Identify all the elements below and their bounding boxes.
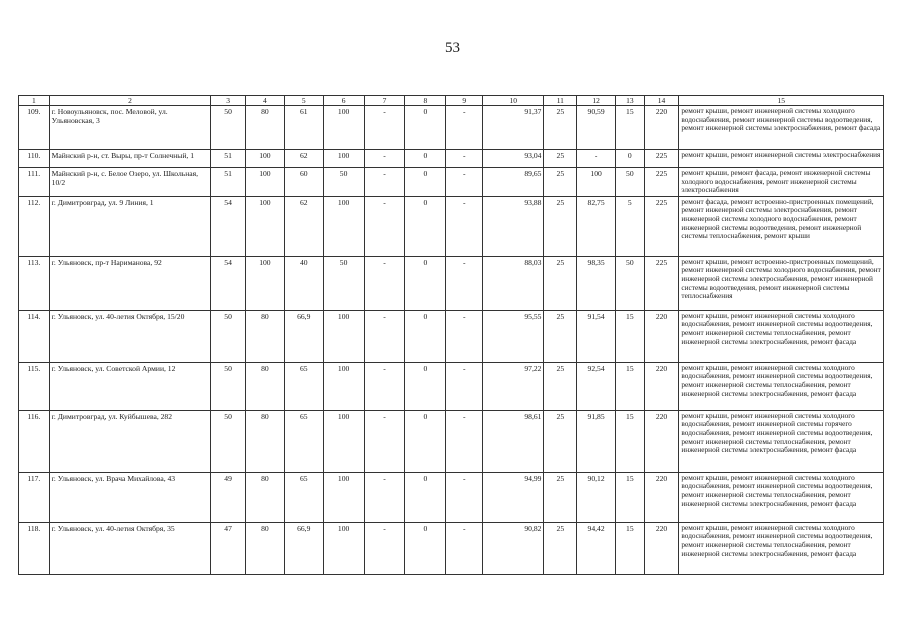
value-cell: 92,54 bbox=[577, 362, 616, 410]
value-cell: 50 bbox=[616, 256, 645, 310]
value-cell: - bbox=[364, 410, 405, 472]
value-cell: 91,85 bbox=[577, 410, 616, 472]
column-header: 10 bbox=[483, 96, 544, 106]
value-cell: 0 bbox=[405, 410, 446, 472]
address-cell: г. Ульяновск, ул. Советской Армии, 12 bbox=[49, 362, 211, 410]
value-cell: 25 bbox=[544, 522, 577, 574]
value-cell: 220 bbox=[644, 522, 679, 574]
value-cell: 0 bbox=[405, 472, 446, 522]
column-header: 3 bbox=[211, 96, 246, 106]
value-cell: 220 bbox=[644, 410, 679, 472]
value-cell: - bbox=[446, 256, 483, 310]
table-row bbox=[19, 310, 884, 362]
value-cell: 100 bbox=[245, 256, 284, 310]
value-cell: 0 bbox=[405, 256, 446, 310]
value-cell: 80 bbox=[245, 362, 284, 410]
value-cell: 15 bbox=[616, 310, 645, 362]
table-row bbox=[19, 196, 884, 256]
value-cell: 15 bbox=[616, 106, 645, 150]
value-cell: - bbox=[364, 522, 405, 574]
value-cell: - bbox=[364, 168, 405, 197]
column-header: 4 bbox=[245, 96, 284, 106]
value-cell: 51 bbox=[211, 168, 246, 197]
value-cell: - bbox=[446, 310, 483, 362]
value-cell: 80 bbox=[245, 522, 284, 574]
value-cell: 15 bbox=[616, 362, 645, 410]
value-cell: 93,04 bbox=[483, 150, 544, 168]
row-number: 117. bbox=[19, 472, 50, 522]
value-cell: 94,42 bbox=[577, 522, 616, 574]
value-cell: - bbox=[364, 256, 405, 310]
value-cell: 220 bbox=[644, 106, 679, 150]
value-cell: 100 bbox=[323, 410, 364, 472]
value-cell: - bbox=[446, 410, 483, 472]
table-row bbox=[19, 362, 884, 410]
value-cell: 88,03 bbox=[483, 256, 544, 310]
value-cell: 95,55 bbox=[483, 310, 544, 362]
value-cell: 50 bbox=[211, 106, 246, 150]
value-cell: 0 bbox=[405, 168, 446, 197]
column-header: 14 bbox=[644, 96, 679, 106]
value-cell: 65 bbox=[284, 362, 323, 410]
table-row bbox=[19, 106, 884, 150]
value-cell: 100 bbox=[577, 168, 616, 197]
value-cell: 225 bbox=[644, 168, 679, 197]
value-cell: 91,37 bbox=[483, 106, 544, 150]
column-header: 5 bbox=[284, 96, 323, 106]
value-cell: 89,65 bbox=[483, 168, 544, 197]
column-header: 2 bbox=[49, 96, 211, 106]
value-cell: 100 bbox=[323, 362, 364, 410]
column-header: 9 bbox=[446, 96, 483, 106]
works-cell: ремонт крыши, ремонт инженерной системы холодного водоснабжения, ремонт инженерной системы горячего водоснабжения, ремонт инженерной системы водоотведения, ремонт инженерной системы теплоснабжения, ремонт инженерной системы электроснабжения, ремонт фасада bbox=[679, 410, 884, 472]
column-header: 8 bbox=[405, 96, 446, 106]
value-cell: 98,35 bbox=[577, 256, 616, 310]
value-cell: - bbox=[577, 150, 616, 168]
address-cell: г. Ульяновск, пр-т Нариманова, 92 bbox=[49, 256, 211, 310]
value-cell: 225 bbox=[644, 196, 679, 256]
address-cell: г. Новоульяновск, пос. Меловой, ул. Ульяновская, 3 bbox=[49, 106, 211, 150]
value-cell: 60 bbox=[284, 168, 323, 197]
column-header: 7 bbox=[364, 96, 405, 106]
table-row bbox=[19, 256, 884, 310]
value-cell: 98,61 bbox=[483, 410, 544, 472]
value-cell: 94,99 bbox=[483, 472, 544, 522]
value-cell: - bbox=[446, 106, 483, 150]
value-cell: 51 bbox=[211, 150, 246, 168]
value-cell: 90,82 bbox=[483, 522, 544, 574]
column-header: 1 bbox=[19, 96, 50, 106]
row-number: 110. bbox=[19, 150, 50, 168]
value-cell: - bbox=[446, 362, 483, 410]
value-cell: 100 bbox=[245, 150, 284, 168]
works-cell: ремонт крыши, ремонт инженерной системы холодного водоснабжения, ремонт инженерной системы водоотведения, ремонт инженерной системы теплоснабжения, ремонт инженерной системы электроснабжения, ремонт фасада bbox=[679, 522, 884, 574]
value-cell: - bbox=[446, 150, 483, 168]
value-cell: 0 bbox=[405, 106, 446, 150]
value-cell: 0 bbox=[405, 362, 446, 410]
column-header: 11 bbox=[544, 96, 577, 106]
value-cell: 50 bbox=[211, 362, 246, 410]
value-cell: 82,75 bbox=[577, 196, 616, 256]
value-cell: 66,9 bbox=[284, 310, 323, 362]
page-number: 53 bbox=[445, 40, 460, 56]
value-cell: 5 bbox=[616, 196, 645, 256]
value-cell: 0 bbox=[405, 310, 446, 362]
value-cell: 15 bbox=[616, 472, 645, 522]
value-cell: 0 bbox=[405, 522, 446, 574]
value-cell: 91,54 bbox=[577, 310, 616, 362]
value-cell: - bbox=[364, 196, 405, 256]
works-cell: ремонт крыши, ремонт инженерной системы холодного водоснабжения, ремонт инженерной системы водоотведения, ремонт инженерной системы теплоснабжения, ремонт инженерной системы электроснабжения, ремонт фасада bbox=[679, 310, 884, 362]
value-cell: - bbox=[364, 310, 405, 362]
value-cell: 65 bbox=[284, 410, 323, 472]
value-cell: 0 bbox=[405, 196, 446, 256]
address-cell: г. Ульяновск, ул. Врача Михайлова, 43 bbox=[49, 472, 211, 522]
value-cell: 25 bbox=[544, 106, 577, 150]
value-cell: 25 bbox=[544, 150, 577, 168]
value-cell: 50 bbox=[616, 168, 645, 197]
value-cell: - bbox=[364, 150, 405, 168]
value-cell: 25 bbox=[544, 196, 577, 256]
value-cell: 100 bbox=[245, 168, 284, 197]
column-header: 12 bbox=[577, 96, 616, 106]
column-header: 6 bbox=[323, 96, 364, 106]
value-cell: 15 bbox=[616, 410, 645, 472]
table-row bbox=[19, 472, 884, 522]
address-cell: г. Димитровград, ул. 9 Линия, 1 bbox=[49, 196, 211, 256]
value-cell: 50 bbox=[323, 168, 364, 197]
table-row bbox=[19, 522, 884, 574]
value-cell: 50 bbox=[323, 256, 364, 310]
table-row bbox=[19, 150, 884, 168]
value-cell: 15 bbox=[616, 522, 645, 574]
value-cell: 100 bbox=[323, 106, 364, 150]
value-cell: - bbox=[446, 522, 483, 574]
value-cell: 50 bbox=[211, 410, 246, 472]
value-cell: 80 bbox=[245, 410, 284, 472]
value-cell: 220 bbox=[644, 362, 679, 410]
row-number: 109. bbox=[19, 106, 50, 150]
value-cell: 93,88 bbox=[483, 196, 544, 256]
row-number: 114. bbox=[19, 310, 50, 362]
value-cell: 49 bbox=[211, 472, 246, 522]
value-cell: 0 bbox=[616, 150, 645, 168]
value-cell: - bbox=[364, 362, 405, 410]
row-number: 113. bbox=[19, 256, 50, 310]
value-cell: - bbox=[364, 472, 405, 522]
value-cell: 100 bbox=[323, 196, 364, 256]
works-cell: ремонт крыши, ремонт инженерной системы холодного водоснабжения, ремонт инженерной системы водоотведения, ремонт инженерной системы теплоснабжения, ремонт инженерной системы электроснабжения, ремонт фасада bbox=[679, 362, 884, 410]
value-cell: 100 bbox=[245, 196, 284, 256]
value-cell: 80 bbox=[245, 106, 284, 150]
value-cell: 54 bbox=[211, 256, 246, 310]
table-row bbox=[19, 168, 884, 197]
column-number-row bbox=[19, 96, 884, 106]
value-cell: 220 bbox=[644, 310, 679, 362]
value-cell: 65 bbox=[284, 472, 323, 522]
value-cell: 100 bbox=[323, 472, 364, 522]
value-cell: 25 bbox=[544, 362, 577, 410]
value-cell: 225 bbox=[644, 256, 679, 310]
value-cell: - bbox=[446, 472, 483, 522]
value-cell: 100 bbox=[323, 522, 364, 574]
address-cell: Майнский р-н, с. Белое Озеро, ул. Школьная, 10/2 bbox=[49, 168, 211, 197]
value-cell: 80 bbox=[245, 310, 284, 362]
value-cell: 90,12 bbox=[577, 472, 616, 522]
value-cell: 25 bbox=[544, 410, 577, 472]
value-cell: 0 bbox=[405, 150, 446, 168]
value-cell: - bbox=[364, 106, 405, 150]
value-cell: 61 bbox=[284, 106, 323, 150]
value-cell: 47 bbox=[211, 522, 246, 574]
value-cell: 25 bbox=[544, 256, 577, 310]
address-cell: г. Димитровград, ул. Куйбышева, 282 bbox=[49, 410, 211, 472]
row-number: 112. bbox=[19, 196, 50, 256]
value-cell: 25 bbox=[544, 310, 577, 362]
value-cell: - bbox=[446, 168, 483, 197]
address-cell: Майнский р-н, ст. Выры, пр-т Солнечный, 1 bbox=[49, 150, 211, 168]
value-cell: 97,22 bbox=[483, 362, 544, 410]
address-cell: г. Ульяновск, ул. 40-летия Октября, 35 bbox=[49, 522, 211, 574]
works-cell: ремонт крыши, ремонт инженерной системы холодного водоснабжения, ремонт инженерной системы водоотведения, ремонт инженерной системы электроснабжения, ремонт фасада bbox=[679, 106, 884, 150]
row-number: 118. bbox=[19, 522, 50, 574]
row-number: 111. bbox=[19, 168, 50, 197]
value-cell: 66,9 bbox=[284, 522, 323, 574]
row-number: 115. bbox=[19, 362, 50, 410]
value-cell: 54 bbox=[211, 196, 246, 256]
value-cell: 40 bbox=[284, 256, 323, 310]
value-cell: 100 bbox=[323, 310, 364, 362]
column-header: 15 bbox=[679, 96, 884, 106]
row-number: 116. bbox=[19, 410, 50, 472]
value-cell: 25 bbox=[544, 168, 577, 197]
value-cell: 220 bbox=[644, 472, 679, 522]
value-cell: 80 bbox=[245, 472, 284, 522]
value-cell: 62 bbox=[284, 196, 323, 256]
value-cell: - bbox=[446, 196, 483, 256]
value-cell: 62 bbox=[284, 150, 323, 168]
value-cell: 25 bbox=[544, 472, 577, 522]
registry-table bbox=[18, 95, 884, 575]
works-cell: ремонт фасада, ремонт встроенно-пристроенных помещений, ремонт инженерной системы электроснабжения, ремонт инженерной системы холодного водоснабжения, ремонт инженерной системы водоотведения, ремонт инженерной системы теплоснабжения, ремонт крыши bbox=[679, 196, 884, 256]
value-cell: 90,59 bbox=[577, 106, 616, 150]
column-header: 13 bbox=[616, 96, 645, 106]
table-row bbox=[19, 410, 884, 472]
value-cell: 225 bbox=[644, 150, 679, 168]
works-cell: ремонт крыши, ремонт фасада, ремонт инженерной системы холодного водоснабжения, ремонт инженерной системы электроснабжения bbox=[679, 168, 884, 197]
address-cell: г. Ульяновск, ул. 40-летия Октября, 15/20 bbox=[49, 310, 211, 362]
value-cell: 100 bbox=[323, 150, 364, 168]
value-cell: 50 bbox=[211, 310, 246, 362]
works-cell: ремонт крыши, ремонт инженерной системы холодного водоснабжения, ремонт инженерной системы водоотведения, ремонт инженерной системы теплоснабжения, ремонт инженерной системы электроснабжения, ремонт фасада bbox=[679, 472, 884, 522]
works-cell: ремонт крыши, ремонт встроенно-пристроенных помещений, ремонт инженерной системы холодного водоснабжения, ремонт инженерной системы электроснабжения, ремонт инженерной системы водоотведения, ремонт инженерной системы теплоснабжения bbox=[679, 256, 884, 310]
works-cell: ремонт крыши, ремонт инженерной системы электроснабжения bbox=[679, 150, 884, 168]
